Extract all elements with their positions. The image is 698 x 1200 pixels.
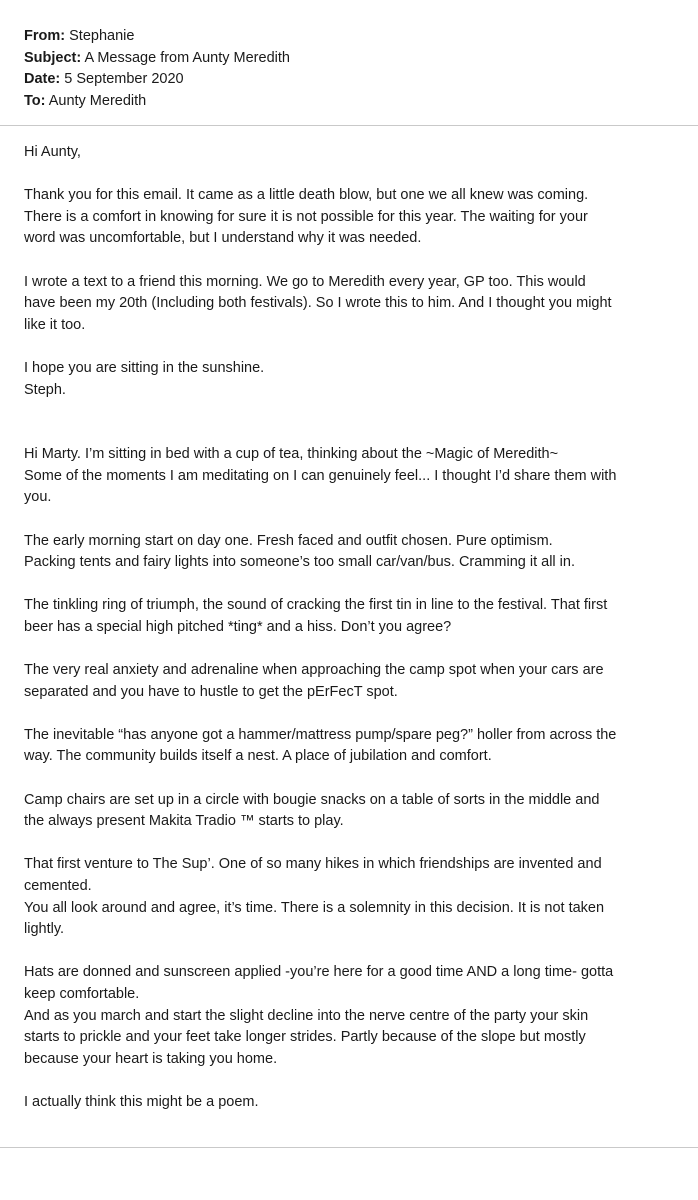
paragraph-camp-chairs: Camp chairs are set up in a circle with bougie snacks on a table of sorts in the middle and the always present Makita Tradio ™ starts to play. <box>24 791 600 830</box>
from-label: From: <box>24 28 66 44</box>
paragraph-tinkling-ring: The tinkling ring of triumph, the sound of cracking the first tin in line to the festival. That first beer has a special high pitched *ting* and a hiss. Don’t you agree? <box>24 597 608 635</box>
subject-line <box>24 48 674 70</box>
date-value: 5 September 2020 <box>64 71 184 87</box>
paragraph-first-venture: That first venture to The Sup’. One of so many hikes in which friendships are invented and cemented. You all look around and agree, it’s time. There is a solemnity in this decision. It is not taken lightly. <box>24 856 605 938</box>
header-divider <box>0 125 698 126</box>
from-line <box>24 26 674 48</box>
paragraph-poem: I actually think this might be a poem. <box>24 1093 259 1110</box>
paragraph-hi-marty: Hi Marty. I’m sitting in bed with a cup of tea, thinking about the ~Magic of Meredith~ Some of the moments I am meditating on I can genuinely feel... I thought I’d share them with you. <box>24 446 617 506</box>
to-line <box>24 91 674 113</box>
subject-value: A Message from Aunty Meredith <box>84 49 290 66</box>
paragraph-thanks: Thank you for this email. It came as a little death blow, but one we all knew was coming. There is a comfort in knowing for sure it is not possible for this year. The waiting for your word was uncomfortable, but I understand why it was needed. <box>24 187 589 247</box>
date-line <box>24 69 674 91</box>
to-label: To: <box>24 92 46 109</box>
paragraph-early-morning: The early morning start on day one. Fresh faced and outfit chosen. Pure optimism. Packing tents and fairy lights into someone’s too small car/van/bus. Cramming it all in. <box>24 532 575 571</box>
paragraph-inevitable: The inevitable “has anyone got a hammer/mattress pump/spare peg?” holler from across the way. The community builds itself a nest. A place of jubilation and comfort. <box>24 726 617 765</box>
email-header <box>0 0 698 109</box>
paragraph-hats: Hats are donned and sunscreen applied -you’re here for a good time AND a long time- gotta keep comfortable. And as you march and start the slight decline into the nerve centre of the party your skin starts to prickle and your feet take longer strides. Partly because of the slope but mostly because your heart is taking you home. <box>24 964 614 1067</box>
subject-label: Subject: <box>24 49 82 66</box>
email-body <box>24 142 674 1135</box>
paragraph-text-to-friend: I wrote a text to a friend this morning. We go to Meredith every year, GP too. This would have been my 20th (Including both festivals). So I wrote this to him. And I thought you might like it too. <box>24 273 612 333</box>
footer-divider <box>0 1147 698 1148</box>
to-value: Aunty Meredith <box>48 92 147 109</box>
greeting: Hi Aunty, <box>24 144 81 160</box>
paragraph-anxiety: The very real anxiety and adrenaline when approaching the camp spot when your cars are separated and you have to hustle to get the pErFecT spot. <box>24 662 604 700</box>
signoff: I hope you are sitting in the sunshine. Steph. <box>24 359 265 398</box>
from-value: Stephanie <box>69 28 135 44</box>
date-label: Date: <box>24 71 61 87</box>
